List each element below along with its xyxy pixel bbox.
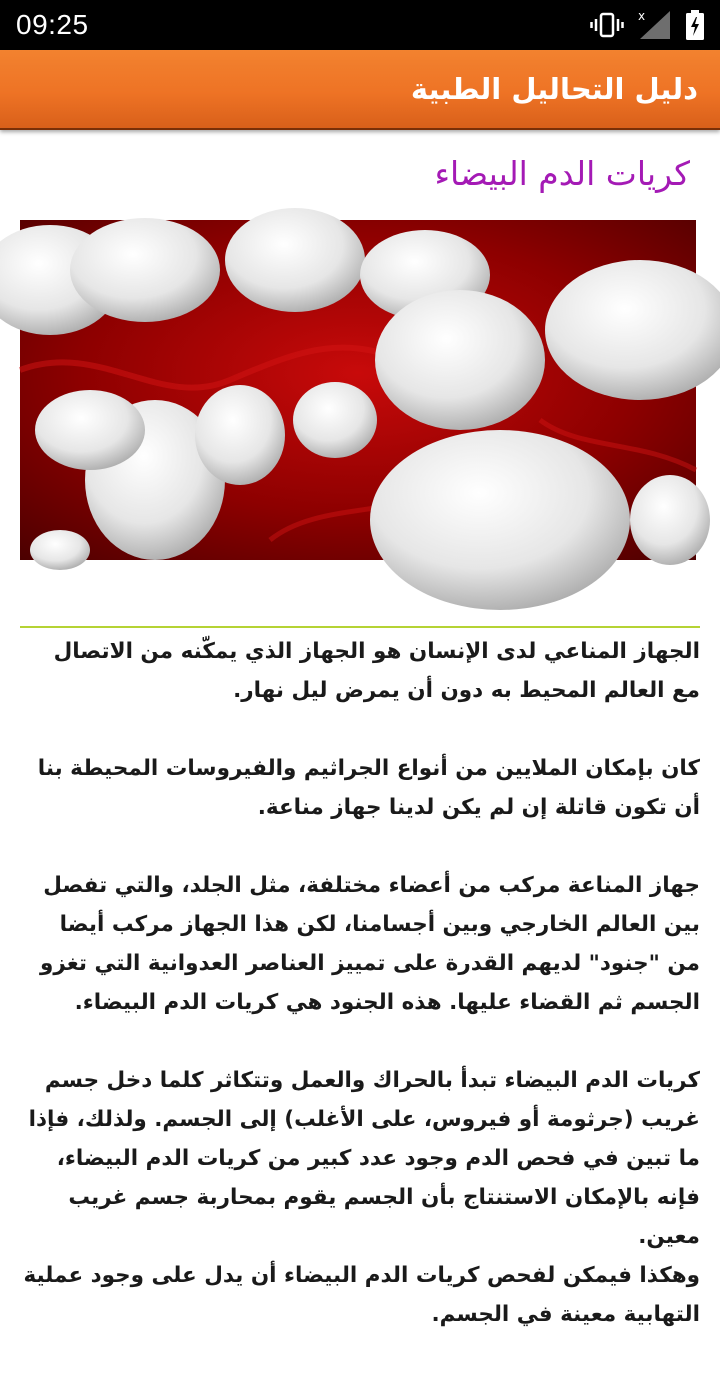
article-body <box>22 632 700 1373</box>
article-content[interactable] <box>0 132 720 1327</box>
paragraph: كان بإمكان الملايين من أنواع الجراثيم والفيروسات المحيطة بنا أن تكون قاتلة إن لم يكن لدينا جهاز مناعة. <box>37 756 700 820</box>
divider <box>20 626 700 628</box>
status-icons <box>590 9 704 41</box>
battery-charging-icon <box>686 10 704 40</box>
status-time: 09:25 <box>16 9 89 40</box>
paragraph: كريات الدم البيضاء تبدأ بالحراك والعمل وتتكاثر كلما دخل جسم غريب (جرثومة أو فيروس، على الأغلب) إلى الجسم. ولذلك، فإذا ما تبين في فحص الدم وجود عدد كبير من كريات الدم البيضاء، فإنه بالإمكان الاستنتاج بأن الجسم يقوم بمحاربة جسم غريب معين. <box>28 1068 700 1249</box>
app-bar <box>0 50 720 130</box>
paragraph: وهكذا فيمكن لفحص كريات الدم البيضاء أن يدل على وجود عملية التهابية معينة في الجسم. <box>23 1263 700 1327</box>
paragraph: الجهاز المناعي لدى الإنسان هو الجهاز الذي يمكّنه من الاتصال مع العالم المحيط به دون أن يمرض ليل نهار. <box>53 639 700 703</box>
white-blood-cells-image <box>20 220 696 560</box>
svg-text:x: x <box>638 9 646 23</box>
signal-icon <box>638 9 672 41</box>
vibrate-icon <box>590 12 624 38</box>
paragraph: جهاز المناعة مركب من أعضاء مختلفة، مثل الجلد، والتي تفصل بين العالم الخارجي وبين أجسامنا، لكن هذا الجهاز مركب أيضا من "جنود" لديهم القدرة على تمييز العناصر العدوانية التي تغزو الجسم ثم القضاء عليها. هذه الجنود هي كريات الدم البيضاء. <box>40 873 700 1015</box>
status-bar <box>0 0 720 50</box>
app-title: دليل التحاليل الطبية <box>410 72 698 106</box>
article-title: كريات الدم البيضاء <box>434 154 690 193</box>
